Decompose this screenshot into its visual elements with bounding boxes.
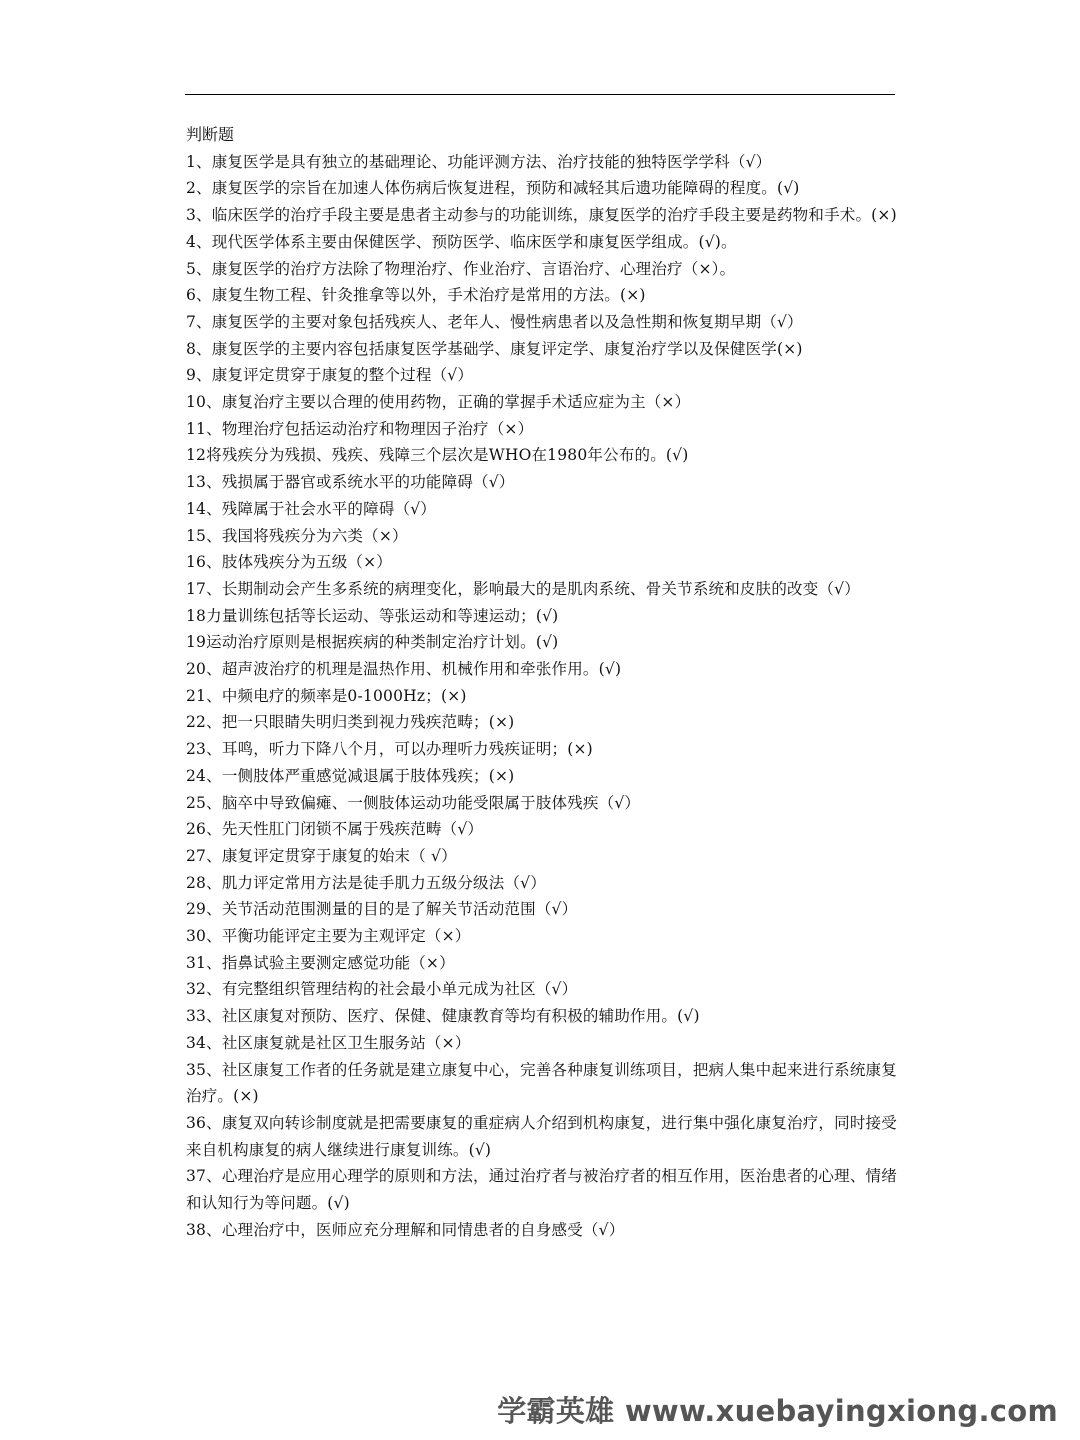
question-item: 1、康复医学是具有独立的基础理论、功能评测方法、治疗技能的独特医学学科（√） [186,152,772,171]
question-item: 27、康复评定贯穿于康复的始末（ √） [186,846,457,865]
question-item: 3、临床医学的治疗手段主要是患者主动参与的功能训练，康复医学的治疗手段主要是药物和手术。(×) [186,206,897,225]
question-item: 33、社区康复对预防、医疗、保健、健康教育等均有积极的辅助作用。(√) [186,1007,700,1026]
question-item: 9、康复评定贯穿于康复的整个过程（√） [186,366,474,385]
question-item: 6、康复生物工程、针灸推拿等以外，手术治疗是常用的方法。(×) [186,286,646,305]
section-title: 判断题 [186,125,235,144]
question-item: 38、心理治疗中，医师应充分理解和同情患者的自身感受（√） [186,1220,625,1239]
question-item: 14、残障属于社会水平的障碍（√） [186,499,437,518]
question-item: 36、康复双向转诊制度就是把需要康复的重症病人介绍到机构康复，进行集中强化康复治疗，同时接受来自机构康复的病人继续进行康复训练。(√) [186,1114,897,1159]
question-item: 29、关节活动范围测量的目的是了解关节活动范围（√） [186,900,578,919]
question-item: 17、长期制动会产生多系统的病理变化，影响最大的是肌肉系统、骨关节系统和皮肤的改变（√） [186,579,860,598]
question-item: 15、我国将残疾分为六类（×） [186,526,408,545]
question-item: 37、心理治疗是应用心理学的原则和方法，通过治疗者与被治疗者的相互作用，医治患者的心理、情绪和认知行为等问题。(√) [186,1167,897,1213]
question-item: 19运动治疗原则是根据疾病的种类制定治疗计划。(√) [186,633,559,652]
question-item: 2、康复医学的宗旨在加速人体伤病后恢复进程，预防和减轻其后遗功能障碍的程度。(√) [186,179,800,198]
question-item: 30、平衡功能评定主要为主观评定（×） [186,927,471,946]
question-item: 4、现代医学体系主要由保健医学、预防医学、临床医学和康复医学组成。(√)。 [186,232,737,251]
question-item: 24、一侧肢体严重感觉减退属于肢体残疾；(×) [186,766,515,785]
document-body [186,122,898,1244]
question-item: 7、康复医学的主要对象包括残疾人、老年人、慢性病患者以及急性期和恢复期早期（√） [186,312,803,331]
question-item: 32、有完整组织管理结构的社会最小单元成为社区（√） [186,980,578,999]
question-item: 5、康复医学的治疗方法除了物理治疗、作业治疗、言语治疗、心理治疗（×）。 [186,259,736,278]
question-item: 34、社区康复就是社区卫生服务站（×） [186,1033,471,1052]
header-rule [185,94,895,95]
question-item: 23、耳鸣，听力下降八个月，可以办理听力残疾证明；(×) [186,740,593,759]
question-item: 10、康复治疗主要以合理的使用药物，正确的掌握手术适应症为主（×） [186,393,691,412]
question-item: 26、先天性肛门闭锁不属于残疾范畴（√） [186,820,484,839]
question-item: 16、肢体残疾分为五级（×） [186,553,393,572]
question-item: 12将残疾分为残损、残疾、残障三个层次是WHO在1980年公布的。(√) [186,446,689,465]
question-item: 21、中频电疗的频率是0-1000Hz；(×) [186,686,467,705]
question-item: 8、康复医学的主要内容包括康复医学基础学、康复评定学、康复治疗学以及保健医学(×) [186,339,803,358]
question-item: 20、超声波治疗的机理是温热作用、机械作用和牵张作用。(√) [186,660,622,679]
question-item: 22、把一只眼睛失明归类到视力残疾范畴；(×) [186,713,515,732]
site-watermark: 学霸英雄 www.xuebayingxiong.com [497,1394,1058,1428]
question-item: 13、残损属于器官或系统水平的功能障碍（√） [186,473,515,492]
question-item: 35、社区康复工作者的任务就是建立康复中心，完善各种康复训练项目，把病人集中起来进行系统康复治疗。(×) [186,1060,897,1106]
question-item: 11、物理治疗包括运动治疗和物理因子治疗（×） [186,419,534,438]
question-item: 18力量训练包括等长运动、等张运动和等速运动；(√) [186,606,559,625]
question-list [186,149,898,1244]
question-item: 28、肌力评定常用方法是徒手肌力五级分级法（√） [186,873,546,892]
question-item: 31、指鼻试验主要测定感觉功能（×） [186,953,455,972]
question-item: 25、脑卒中导致偏瘫、一侧肢体运动功能受限属于肢体残疾（√） [186,793,641,812]
